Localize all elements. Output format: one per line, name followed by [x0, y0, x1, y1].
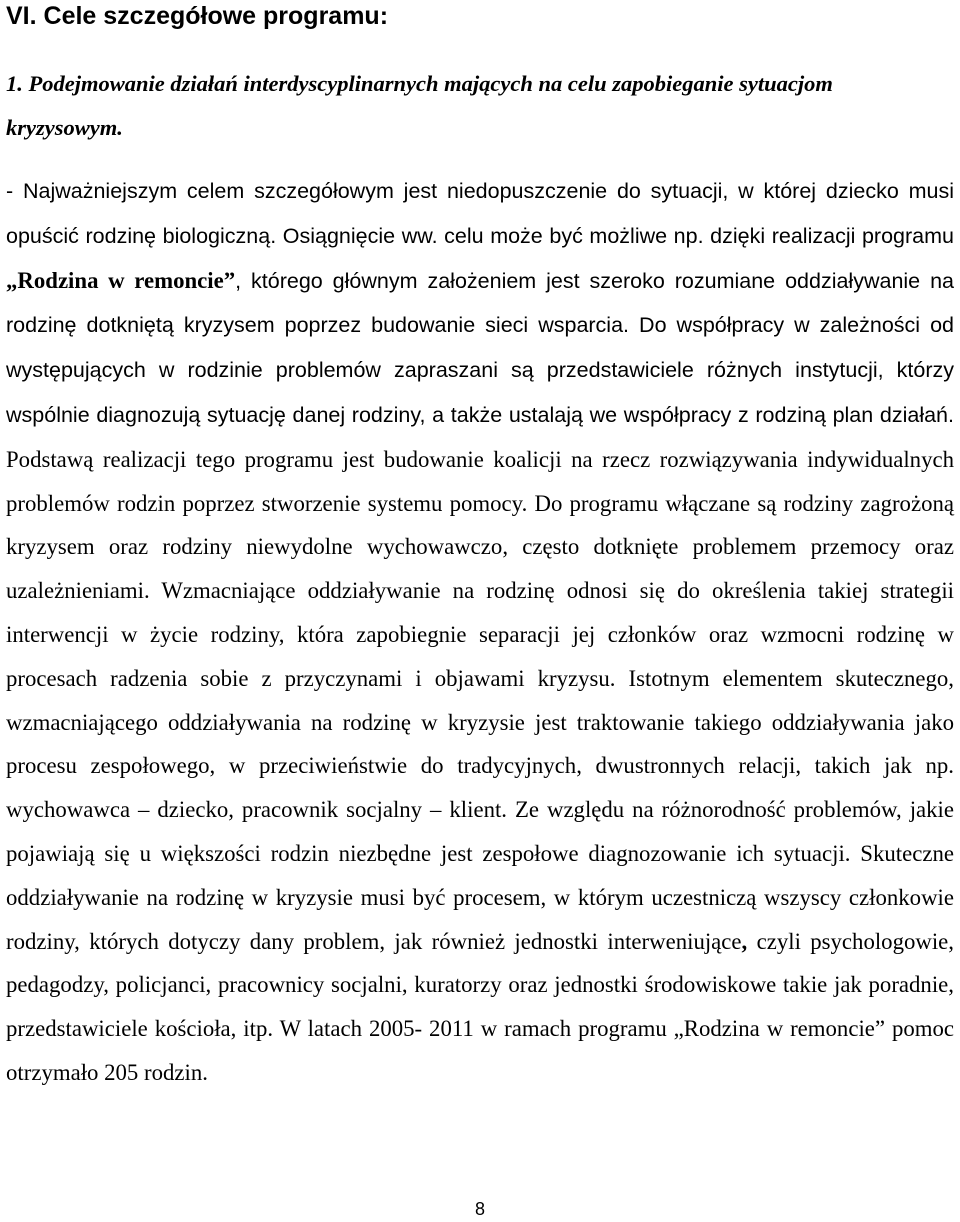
objective-heading: 1. Podejmowanie działań interdyscyplinarnych mających na celu zapobieganie sytuacjom kryzysowym.: [6, 71, 833, 140]
paragraph-continuation: Podstawą realizacji tego programu jest budowanie koalicji na rzecz rozwiązywania indywidualnych problemów rodzin poprzez stworzenie systemu pomocy. Do programu włączane są rodziny zagrożoną kryzysem oraz rodziny niewydolne wychowawczo, często dotknięte problemem przemocy oraz uzależnieniami. Wzmacniające oddziaływanie na rodzinę odnosi się do określenia takiej strategii interwencji w życie rodziny, która zapobiegnie separacji jej członków oraz wzmocni rodzinę w procesach radzenia sobie z przyczynami i objawami kryzysu. Istotnym elementem skutecznego, wzmacniającego oddziaływania na rodzinę w kryzysie jest traktowanie takiego oddziaływania jako procesu zespołowego, w przeciwieństwie do tradycyjnych, dwustronnych relacji, takich jak np. wychowawca – dziecko, pracownik socjalny – klient. Ze względu na różnorodność problemów, jakie pojawiają się u większości rodzin niezbędne jest zespołowe diagnozowanie ich sytuacji. Skuteczne oddziaływanie na rodzinę w kryzysie musi być procesem, w którym uczestniczą wszyscy członkowie rodziny, których dotyczy dany problem, jak również jednostki interweniujące: [6, 446, 954, 954]
paragraph-after-name: , którego głównym założeniem jest szeroko rozumiane oddziaływanie na rodzinę dotkniętą kryzysem poprzez budowanie sieci wsparcia. Do współpracy w zależności od występujących w rodzinie problemów zapraszani są przedstawiciele różnych instytucji, którzy wspólnie diagnozują sytuację danej rodziny, a także ustalają we współpracy z rodziną plan działań.: [6, 268, 954, 427]
program-name: „Rodzina w remoncie”: [6, 267, 236, 293]
paragraph-comma: ,: [741, 928, 748, 954]
paragraph-ending: czyli psychologowie, pedagodzy, policjanci, pracownicy socjalni, kuratorzy oraz jednostki środowiskowe takie jak poradnie, przedstawiciele kościoła, itp. W latach 2005- 2011 w ramach programu „Rodzina w remoncie” pomoc otrzymało 205 rodzin.: [6, 928, 954, 1085]
paragraph-intro: - Najważniejszym celem szczegółowym jest niedopuszczenie do sytuacji, w której dziecko musi opuścić rodzinę biologiczną. Osiągnięcie ww. celu może być możliwe np. dzięki realizacji programu: [6, 179, 954, 248]
section-heading: VI. Cele szczegółowe programu:: [6, 2, 389, 30]
page-number: 8: [474, 1199, 485, 1219]
body-paragraph: [6, 169, 954, 1095]
